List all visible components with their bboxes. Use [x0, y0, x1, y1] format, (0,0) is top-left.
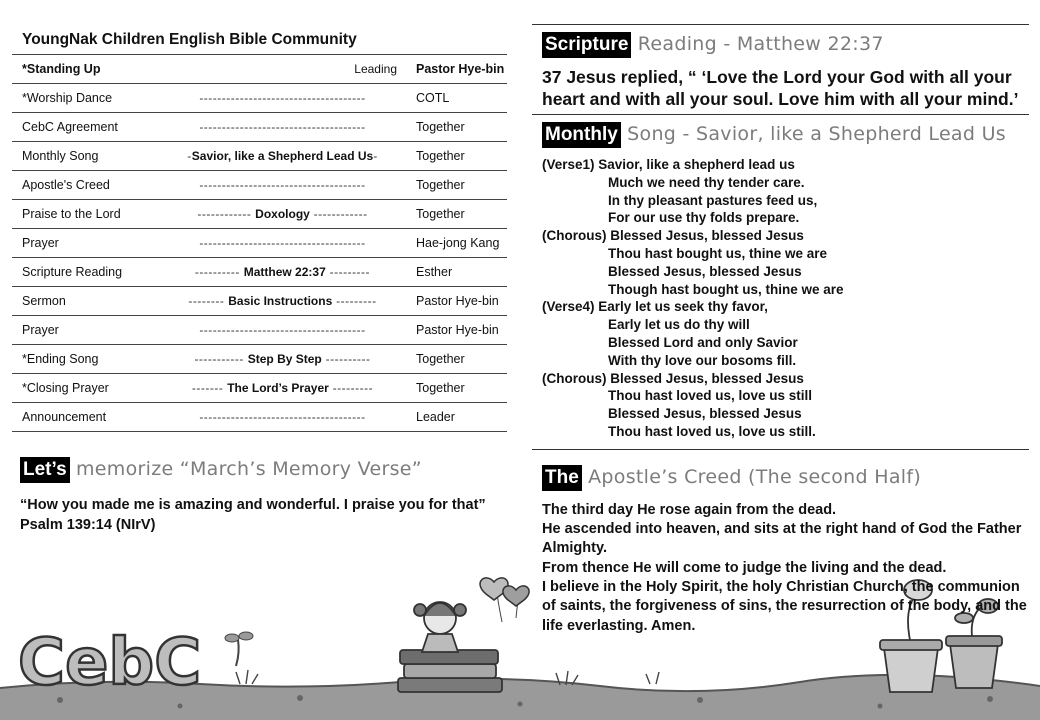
table-row: [12, 374, 507, 403]
program-detail: [160, 142, 405, 171]
dash-fill: -------------------------------------: [199, 410, 366, 424]
monthly-song-section: [532, 114, 1029, 441]
program-detail: [160, 258, 405, 287]
program-item: CebC Agreement: [12, 113, 160, 142]
lyric-line: (Verse1) Savior, like a shepherd lead us: [542, 157, 795, 172]
creed-line: The third day He rose again from the dead.: [542, 501, 837, 518]
dash-fill: ---------: [332, 294, 377, 308]
table-row: [12, 258, 507, 287]
program-title: Matthew 22:37: [243, 265, 326, 279]
program-leader: Together: [405, 200, 507, 229]
lyric-line: (Chorous) Blessed Jesus, blessed Jesus: [542, 370, 804, 386]
creed-tag: The: [542, 465, 582, 491]
dash-fill: ----------: [321, 352, 371, 366]
document-title: YoungNak Children English Bible Community: [22, 31, 357, 48]
dash-fill: -------------------------------------: [199, 323, 366, 337]
table-row: [12, 84, 507, 113]
program-detail: [160, 345, 405, 374]
table-row: [12, 142, 507, 171]
program-leader: Pastor Hye-bin: [405, 316, 507, 345]
program-leader: Leader: [405, 403, 507, 432]
program-item: Monthly Song: [12, 142, 160, 171]
table-row: [12, 345, 507, 374]
program-title: Savior, like a Shepherd Lead Us: [191, 149, 374, 163]
dash-fill: ------------: [197, 207, 256, 221]
dash-fill: ----------: [194, 265, 244, 279]
program-detail: [160, 287, 405, 316]
dash-fill: -------: [191, 381, 228, 395]
order-of-service-table: [12, 54, 507, 432]
table-row: [12, 200, 507, 229]
scripture-tag: Scripture: [542, 32, 631, 58]
table-row: [12, 403, 507, 432]
lyric-line: Though hast bought us, thine we are: [608, 281, 844, 297]
creed-title: Apostle’s Creed (The second Half): [581, 465, 922, 488]
program-leader: COTL: [405, 84, 507, 113]
program-detail: [160, 316, 405, 345]
dash-fill: --------: [188, 294, 229, 308]
song-heading: [542, 121, 1029, 148]
program-item: Sermon: [12, 287, 160, 316]
program-detail: [160, 229, 405, 258]
lyric-line: Blessed Jesus, blessed Jesus: [608, 263, 802, 279]
dash-fill: -------------------------------------: [199, 120, 366, 134]
dash-fill: ---------: [328, 381, 374, 395]
program-item: *Closing Prayer: [12, 374, 160, 403]
program-leader: Together: [405, 171, 507, 200]
cebc-logo: CebC: [18, 626, 202, 700]
program-detail: [160, 171, 405, 200]
table-row: [12, 316, 507, 345]
program-detail: [160, 84, 405, 113]
program-item: Announcement: [12, 403, 160, 432]
song-tag: Monthly: [542, 122, 621, 148]
program-title: The Lord’s Prayer: [227, 381, 329, 395]
program-detail: [160, 403, 405, 432]
dash-fill: ---------: [325, 265, 371, 279]
program-item: Praise to the Lord: [12, 200, 160, 229]
table-row: [12, 171, 507, 200]
memory-verse-heading: [20, 456, 500, 483]
program-leader: Esther: [405, 258, 507, 287]
creed-section: [532, 449, 1029, 636]
program-title: Step By Step: [247, 352, 322, 366]
memory-verse-tag: Let’s: [20, 457, 70, 483]
song-title: Song - Savior, like a Shepherd Lead Us: [620, 123, 1006, 145]
table-row: [12, 287, 507, 316]
leading-header: Leading: [160, 55, 405, 84]
memory-verse-text: “How you made me is amazing and wonderful. I praise you for that” Psalm 139:14 (NIrV): [20, 497, 486, 533]
memory-verse-title: memorize “March’s Memory Verse”: [69, 458, 422, 480]
lyric-line: (Chorous) Blessed Jesus, blessed Jesus: [542, 228, 804, 244]
dash-fill: ------------: [309, 207, 368, 221]
program-leader: Together: [405, 113, 507, 142]
program-item: Prayer: [12, 229, 160, 258]
lyric-line: With thy love our bosoms fill.: [608, 352, 797, 368]
lyric-line: Much we need thy tender care.: [608, 174, 805, 190]
lyric-line: (Verse4) Early let us seek thy favor,: [542, 299, 768, 315]
lyric-line: Thou hast bought us, thine we are: [608, 245, 828, 261]
program-detail: [160, 200, 405, 229]
program-title: Basic Instructions: [228, 294, 333, 308]
leader-header: Pastor Hye-bin: [405, 55, 507, 84]
lyric-line: Early let us do thy will: [608, 317, 750, 333]
program-leader: Together: [405, 374, 507, 403]
creed-line: I believe in the Holy Spirit, the holy Christian Church, the communion of saints, the forgiveness of sins, the resurrection of the body, and the life everlasting. Amen.: [542, 578, 1027, 634]
program-detail: [160, 113, 405, 142]
program-item: Scripture Reading: [12, 258, 160, 287]
dash-fill: -: [373, 149, 378, 163]
order-of-service: [12, 30, 507, 432]
table-row: [12, 229, 507, 258]
creed-heading: [542, 464, 1029, 491]
table-row: [12, 113, 507, 142]
table-header-row: [12, 55, 507, 84]
program-leader: Hae-jong Kang: [405, 229, 507, 258]
dash-fill: -----------: [194, 352, 248, 366]
dash-fill: -: [187, 149, 192, 163]
lyric-line: For our use thy folds prepare.: [608, 210, 800, 226]
scripture-title: Reading - Matthew 22:37: [631, 33, 884, 55]
scripture-section: [532, 24, 1029, 110]
program-item: Prayer: [12, 316, 160, 345]
program-leader: Together: [405, 345, 507, 374]
lyric-line: Thou hast loved us, love us still: [608, 388, 813, 404]
creed-line: From thence He will come to judge the living and the dead.: [542, 559, 947, 576]
scripture-text: 37 Jesus replied, “ ‘Love the Lord your God with all your heart and with all your soul. Love him with all your mind.’: [542, 67, 1019, 109]
program-leader: Pastor Hye-bin: [405, 287, 507, 316]
memory-verse-section: [20, 456, 500, 535]
lyric-line: Blessed Jesus, blessed Jesus: [608, 406, 802, 422]
program-item: *Ending Song: [12, 345, 160, 374]
program-item: Apostle's Creed: [12, 171, 160, 200]
dash-fill: -------------------------------------: [199, 91, 366, 105]
dash-fill: -------------------------------------: [199, 236, 366, 250]
program-detail: [160, 374, 405, 403]
program-title: Doxology: [255, 207, 310, 221]
lyric-line: Blessed Lord and only Savior: [608, 334, 798, 350]
program-leader: Together: [405, 142, 507, 171]
scripture-heading: [542, 31, 1029, 58]
standing-note: *Standing Up: [12, 55, 160, 84]
creed-line: He ascended into heaven, and sits at the right hand of God the Father Almighty.: [542, 521, 1022, 557]
lyric-line: Thou hast loved us, love us still.: [608, 423, 816, 439]
song-lyrics: [542, 156, 1029, 441]
readings-column: [532, 24, 1029, 636]
program-item: *Worship Dance: [12, 84, 160, 113]
dash-fill: -------------------------------------: [199, 178, 366, 192]
creed-text: [542, 501, 1029, 636]
lyric-line: In thy pleasant pastures feed us,: [608, 192, 818, 208]
